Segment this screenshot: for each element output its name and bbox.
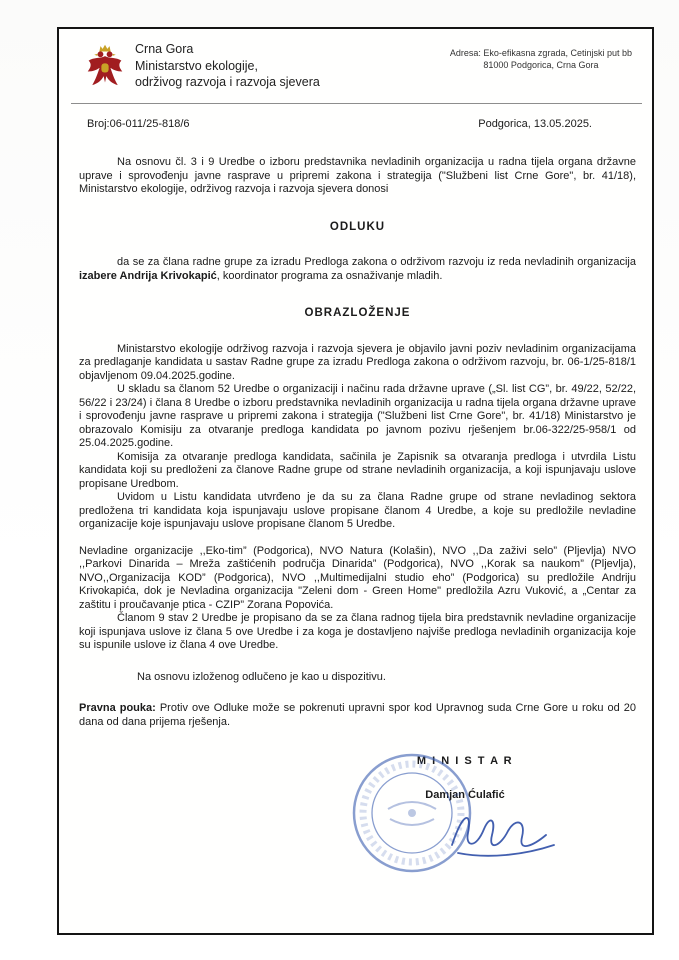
letterhead (79, 39, 636, 101)
place-and-date: Podgorica, 13.05.2025. (478, 118, 592, 130)
address-line1: Adresa: Eko-efikasna zgrada, Cetinjski put bb (449, 48, 632, 58)
explanation-paragraph-2: U skladu sa članom 52 Uredbe o organizaciji i načinu rada državne uprave („Sl. list CG”, br. 49/22, 52/22, 56/22 i 23/24) i člana 8 Uredbe o izboru predstavnika nevladinih organizacija u radna tijela organa državne uprave i sprovođenju javne rasprave u pripremi zakona i strategija ("Službeni list Crne Gore", br. 41/18) Ministarstvo je obrazovalo Komisiju za otvaranje predloga kandidata po javnom pozivu rješenjem br.06-322/25-958/1 od 25.04.2025.godine. (79, 383, 636, 449)
decision-paragraph (79, 256, 636, 283)
reference-row (79, 118, 636, 130)
minister-title: M I N I S T A R (416, 755, 514, 767)
decision-text-pre: da se za člana radne grupe za izradu Predloga zakona o održivom razvoju iz reda nevladinih organizacija (117, 256, 636, 268)
montenegro-coat-of-arms-icon (85, 41, 125, 93)
minister-signature (438, 795, 568, 867)
legal-notice-text: Protiv ove Odluke može se pokrenuti upravni spor kod Upravnog suda Crne Gore u roku od 20 dana od dana prijema rješenja. (79, 702, 636, 728)
official-stamp (348, 749, 476, 877)
explanation-paragraph-1: Ministarstvo ekologije održivog razvoja i razvoja sjevera je objavilo javni poziv nevladinim organizacijama za predlaganje kandidata u sastav Radne grupe za izradu Predloga zakona o održivom razvoju, br. 06-1/25-818/1 objavljenom 09.04.2025.godine. (79, 342, 636, 382)
explanation-paragraph-6: Članom 9 stav 2 Uredbe je propisano da se za člana radnog tijela bira predstavnik nevladine organizacije koji ispunjava uslove iz člana 5 ove Uredbe i za koga je dostavljeno najviše predloga nevladinih organizacija koje su ispunile uslove iz člana 4 ove Uredbe. (79, 612, 636, 651)
ngo-list-paragraph: Nevladine organizacije ,,Eko-tim” (Podgorica), NVO Natura (Kolašin), NVO ,,Da zaživi selo” (Pljevlja) NVO ,,Parkovi Dinarida – Mreža zaštićenih područja Dinarida” (Podgorica), NVO ,,Korak sa naukom” (Pljevlja), NVO,,Organizacija KOD” (Podgorica), NVO ,,Multimedijalni studio eho” (Podgorica) su predložile Andriju Krivokapića, dok je Nevladina organizacija "Zeleni dom - Green Home" predložila Azru Vuković, a „Centar za zaštitu i proučavanje ptica - CZIP” Zorana Popovića. (79, 544, 636, 611)
document-body (79, 156, 636, 729)
explanation-paragraph-3: Komisija za otvaranje predloga kandidata, sačinila je Zapisnik sa otvaranja predloga i utvrdila Listu kandidata koji su predloženi za članove Radne grupe od strane nevladinih organizacija, a koji ispunjavaju uslove propisane Uredbom. (79, 450, 636, 490)
country-name: Crna Gora (135, 42, 194, 56)
explanation-paragraph-4: Uvidom u Listu kandidata utvrđeno je da su za člana Radne grupe od strane nevladinog sektora predložena tri kandidata koja ispunjavaju uslove propisane članom 4 Uredbe, a koje su predložile nevladine organizacije koje ispunjavaju uslove propisane članom 5 Uredbe. (79, 491, 636, 530)
ministry-name-line2: održivog razvoja i razvoja sjevera (135, 75, 320, 89)
signature-block (340, 755, 590, 801)
decision-title: ODLUKU (329, 220, 386, 233)
conclusion-paragraph: Na osnovu izloženog odlučeno je kao u dispozitivu. (137, 670, 386, 683)
document-frame (57, 27, 654, 935)
header-divider (71, 103, 642, 104)
intro-paragraph: Na osnovu čl. 3 i 9 Uredbe o izboru predstavnika nevladinih organizacija u radna tijela organa državne uprave i sprovođenju javne rasprave u pripremi zakona i strategija ("Službeni list Crne Gore", br. 41/18), Ministarstvo ekologije, održivog razvoja i razvoja sjevera donosi (79, 156, 636, 195)
ministry-name-line1: Ministarstvo ekologije, (135, 58, 258, 73)
legal-notice-label: Pravna pouka: (79, 702, 156, 714)
ministry-name-block (135, 39, 320, 91)
address-line2: 81000 Podgorica, Crna Gora (483, 60, 599, 70)
decision-text-post: , koordinator programa za osnaživanje mladih. (216, 269, 443, 282)
address-block (450, 39, 636, 71)
legal-notice-paragraph (79, 702, 636, 729)
explanation-title: OBRAZLOŽENJE (304, 307, 411, 319)
reference-number: Broj:06-011/25-818/6 (87, 118, 190, 130)
minister-name: Damjan Ćulafić (425, 789, 505, 801)
decision-appointee-name: izabere Andrija Krivokapić (79, 269, 217, 282)
